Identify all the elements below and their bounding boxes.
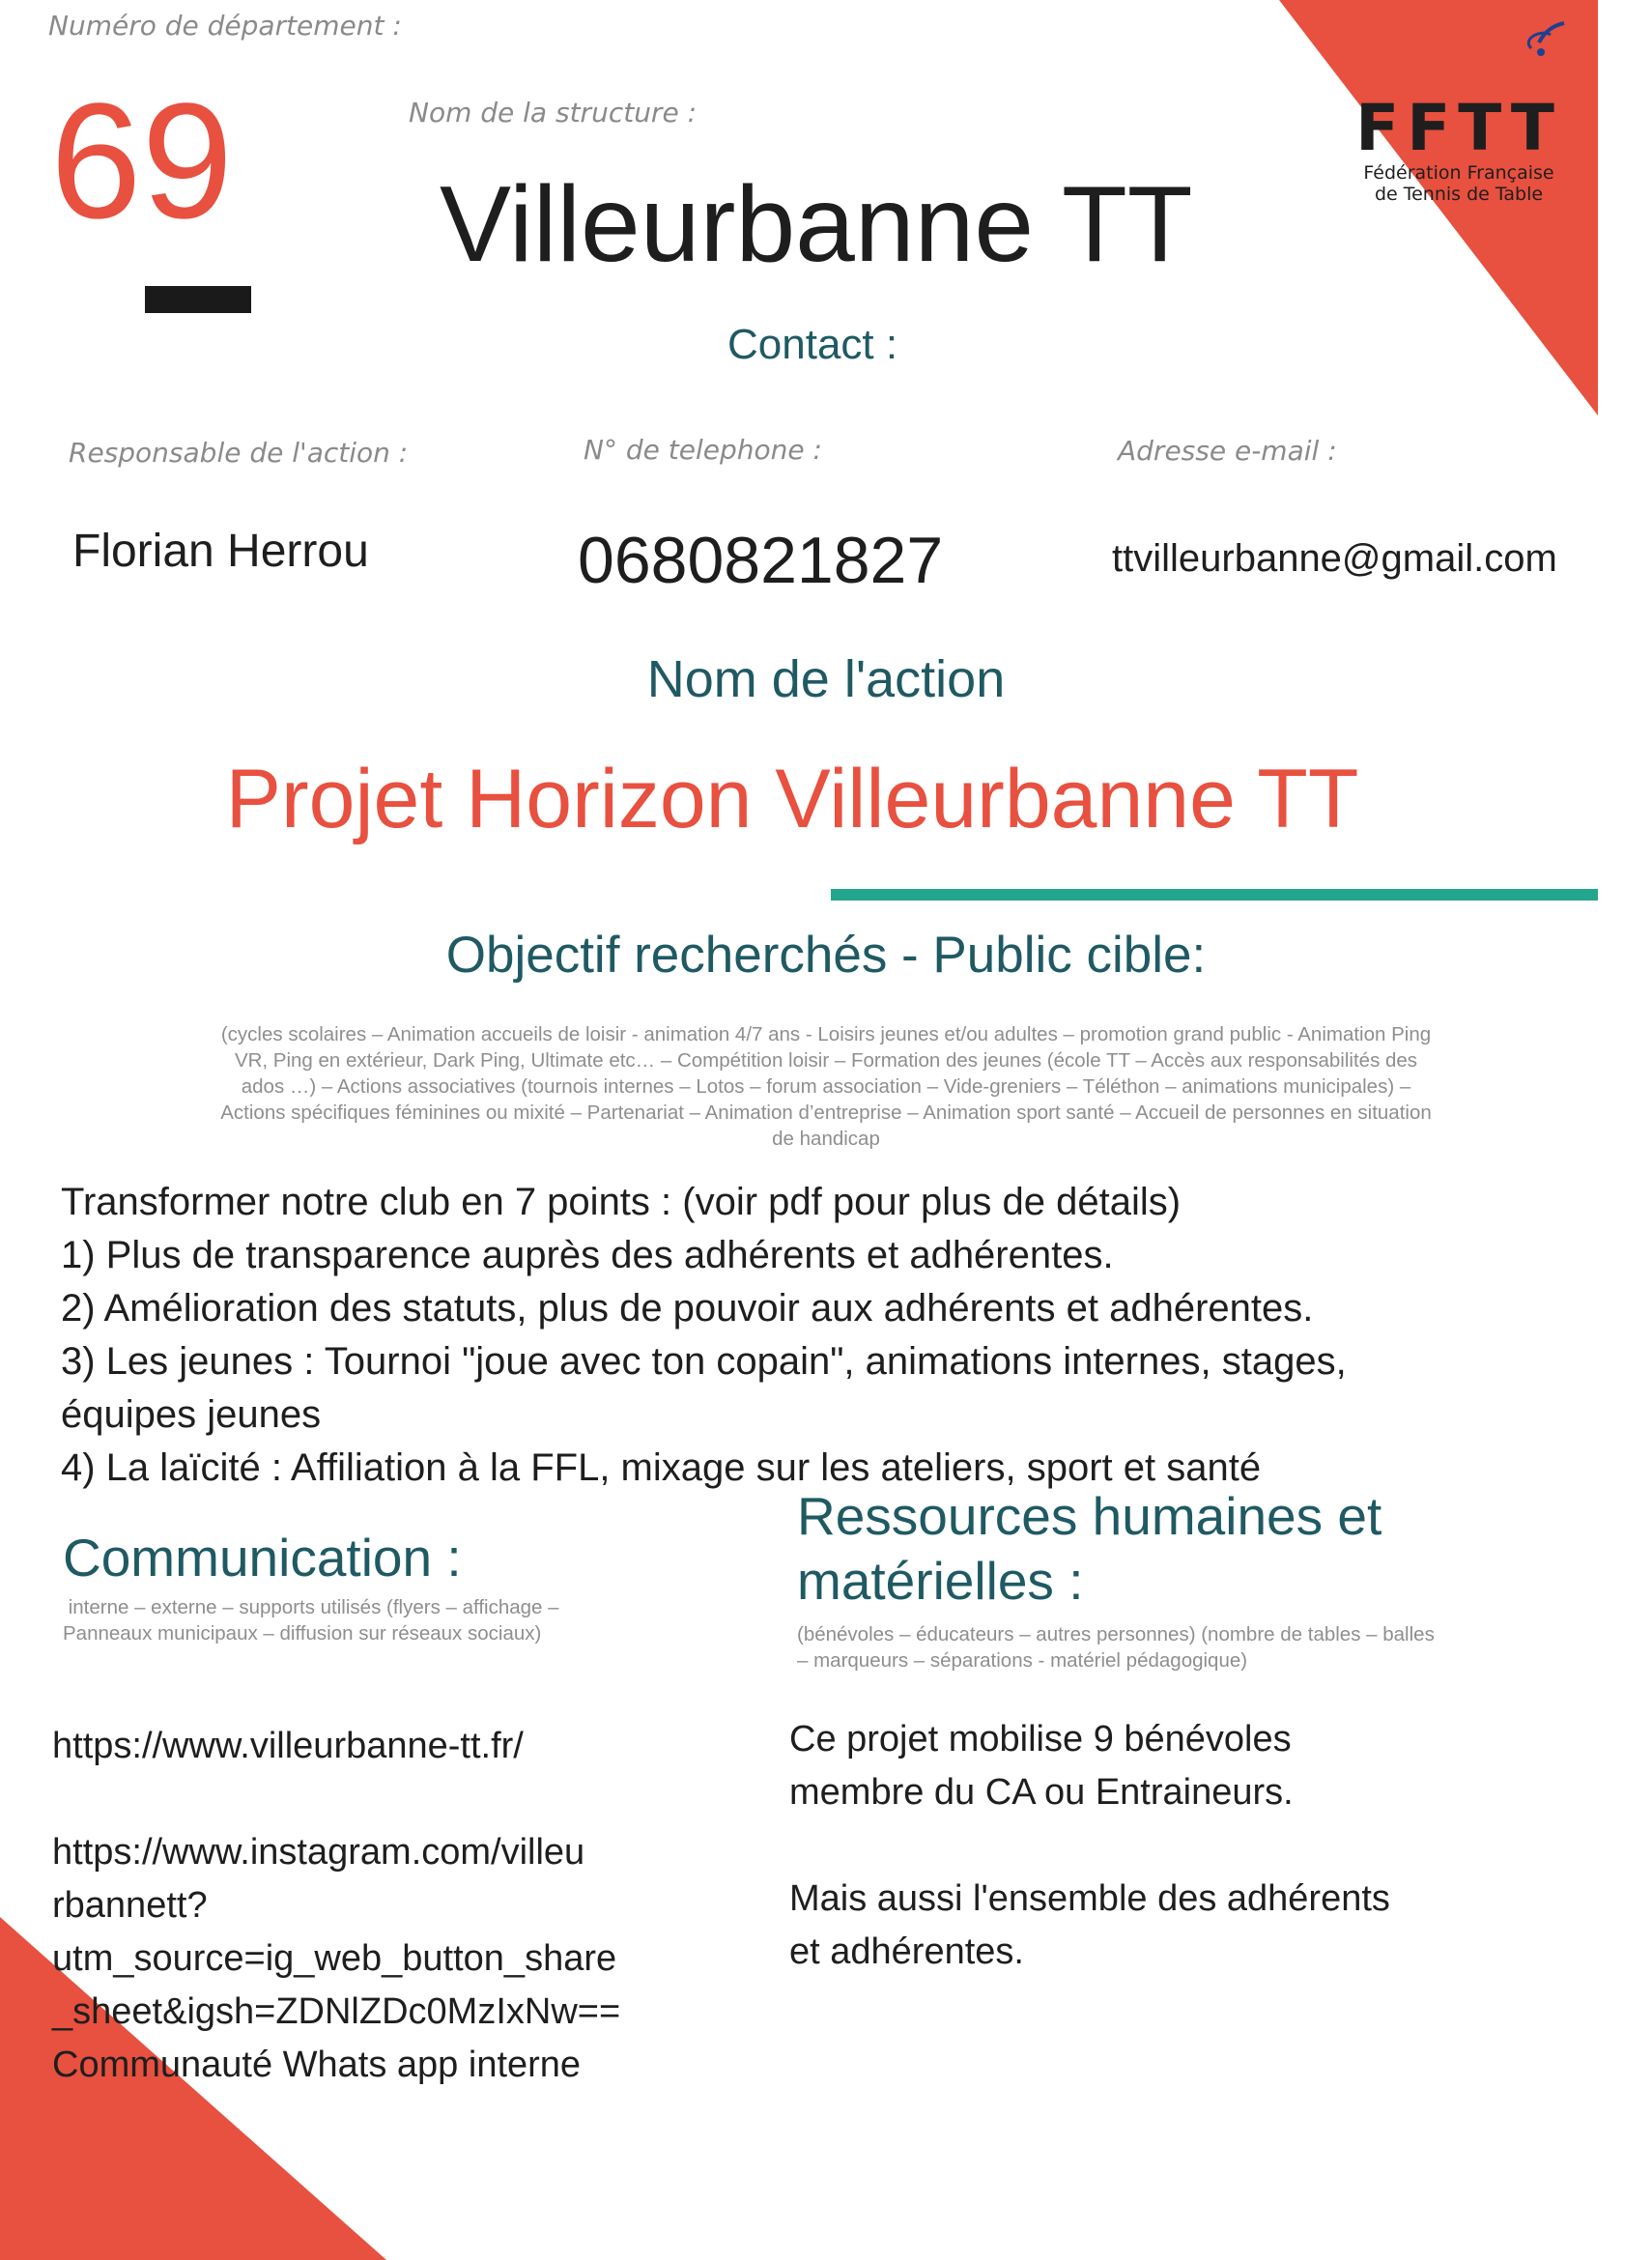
fftt-logo-line1: Fédération Française [1363,162,1554,184]
objective-body-line: équipes jeunes [61,1393,322,1436]
objective-heading: Objectif recherchés - Public cible: [445,927,1207,984]
teal-rule [831,889,1598,901]
action-title: Projet Horizon Villeurbanne TT [225,753,1359,845]
action-label: Nom de l'action [646,650,1006,708]
resources-heading-line: matérielles : [797,1551,1084,1611]
communication-body-line: https://www.villeurbanne-tt.fr/ [52,1726,524,1766]
resources-body-line: membre du CA ou Entraineurs. [789,1772,1294,1813]
email-value: ttvilleurbanne@gmail.com [1112,537,1557,580]
contact-label: Contact : [727,321,898,368]
objective-body [61,1176,1529,1489]
fftt-logo [1338,10,1580,203]
objective-hint-line: Actions spécifiques féminines ou mixité – Partenariat – Animation d’entreprise – Animation sport santé – Accueil de personnes en situation [220,1101,1432,1124]
resources-hint [797,1621,1435,1674]
resources-body [789,1713,1562,1979]
fftt-logo-letters: FFTT [1355,91,1562,165]
objective-hint-line: de handicap [772,1128,880,1150]
resources-body-line: et adhérentes. [789,1931,1024,1972]
department-number: 69 [50,70,234,253]
objective-body-line: 4) La laïcité : Affiliation à la FFL, mixage sur les ateliers, sport et santé [61,1446,1262,1489]
department-bar [145,286,251,313]
objective-body-line: 2) Amélioration des statuts, plus de pouvoir aux adhérents et adhérentes. [61,1287,1314,1330]
communication-hint-line: interne – externe – supports utilisés (flyers – affichage – [63,1596,559,1618]
communication-body-line: rbannett? [52,1885,208,1926]
communication-hint [63,1594,559,1646]
objective-hint [145,1021,1507,1152]
communication-body-line: utm_source=ig_web_button_share [52,1938,617,1979]
communication-hint-line: Panneaux municipaux – diffusion sur réseaux sociaux) [63,1622,542,1645]
structure-name: Villeurbanne TT [440,164,1193,284]
objective-body-line: Transformer notre club en 7 points : (voir pdf pour plus de détails) [61,1181,1182,1223]
communication-heading: Communication : [63,1528,462,1588]
resources-hint-line: (bénévoles – éducateurs – autres personnes) (nombre de tables – balles [797,1623,1435,1645]
resources-heading [797,1484,1381,1614]
objective-hint-line: ados …) – Actions associatives (tournois internes – Lotos – forum association – Vide-greniers – Téléthon – animations municipales) – [241,1075,1411,1098]
fftt-logo-line2: de Tennis de Table [1374,184,1544,205]
objective-body-line: 1) Plus de transparence auprès des adhérents et adhérentes. [61,1234,1114,1276]
phone-label: N° de telephone : [584,434,822,466]
objective-hint-line: VR, Ping en extérieur, Dark Ping, Ultimate etc… – Compétition loisir – Formation des jeunes (école TT – Accès aux responsabilités des [234,1049,1418,1072]
email-label: Adresse e-mail : [1118,435,1337,467]
resources-hint-line: – marqueurs – séparations - matériel pédagogique) [797,1649,1248,1672]
ball-swoosh-icon [1512,10,1570,58]
resources-body-line [789,1819,1562,1873]
department-label: Numéro de département : [48,10,402,42]
responsable-value: Florian Herrou [72,526,369,577]
communication-body-line [52,1773,690,1826]
structure-label: Nom de la structure : [409,97,698,129]
communication-body [52,1720,690,2092]
objective-body-line: 3) Les jeunes : Tournoi "joue avec ton copain", animations internes, stages, [61,1340,1347,1383]
objective-hint-line: (cycles scolaires – Animation accueils de loisir - animation 4/7 ans - Loisirs jeunes et/ou adultes – promotion grand public - Animation Ping [220,1023,1432,1045]
responsable-label: Responsable de l'action : [69,437,409,469]
resources-heading-line: Ressources humaines et [797,1486,1382,1546]
communication-body-line: Communauté Whats app interne [52,2045,582,2085]
phone-value: 0680821827 [578,524,944,597]
communication-body-line: _sheet&igsh=ZDNlZDc0MzIxNw== [52,1991,621,2032]
resources-body-line: Mais aussi l'ensemble des adhérents [789,1878,1390,1919]
communication-body-line: https://www.instagram.com/villeu [52,1832,585,1873]
resources-body-line: Ce projet mobilise 9 bénévoles [789,1719,1292,1759]
